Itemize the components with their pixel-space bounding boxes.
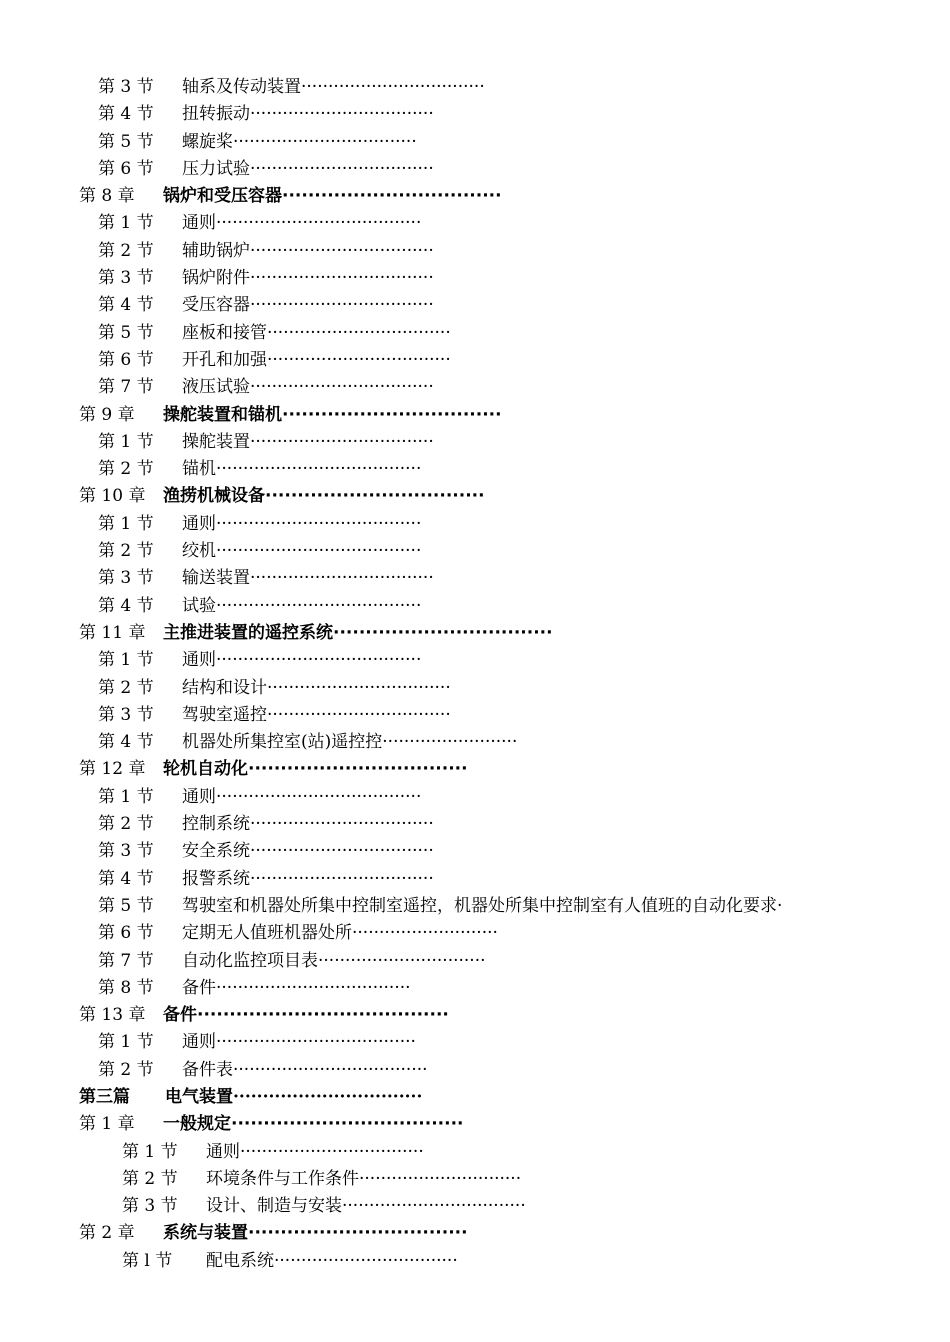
toc-entry-title: 通则 [206, 1141, 240, 1162]
toc-leader-dots: ·································· [250, 814, 434, 835]
toc-entry-number: 第 2 章 [79, 1223, 135, 1244]
toc-entry-number: 第 2 节 [98, 1059, 154, 1080]
toc-entry-number: 第 4 节 [98, 595, 154, 616]
toc-entry-title: 辅助锅炉 [182, 240, 250, 261]
toc-leader-dots: ···································· [216, 977, 411, 998]
toc-leader-dots: ·································· [250, 377, 434, 398]
toc-entry-number: 第 3 节 [98, 77, 154, 97]
toc-entry-number: 第 1 节 [98, 786, 154, 807]
toc-section-entry[interactable] [0, 565, 950, 592]
toc-entry-title: 受压容器 [182, 295, 250, 316]
toc-entry-number: 第 1 节 [122, 1141, 178, 1162]
toc-section-entry[interactable] [0, 975, 950, 1002]
toc-entry-title: 液压试验 [182, 377, 250, 398]
toc-chapter-entry[interactable] [0, 620, 950, 647]
toc-entry-number: 第 l 节 [122, 1250, 173, 1271]
toc-leader-dots: ·································· [267, 322, 451, 343]
toc-entry-number: 第 2 节 [98, 677, 154, 698]
toc-entry-title: 电气装置 [165, 1086, 233, 1107]
toc-section-entry[interactable] [0, 948, 950, 975]
toc-leader-dots: ······································ [216, 513, 422, 534]
toc-chapter-entry[interactable] [0, 756, 950, 783]
toc-section-entry[interactable] [0, 1057, 950, 1084]
toc-entry-title: 定期无人值班机器处所 [182, 923, 352, 944]
toc-entry-number: 第 4 节 [98, 732, 154, 753]
toc-entry-number: 第 1 节 [98, 513, 154, 534]
toc-leader-dots: ·································· [250, 104, 434, 125]
toc-entry-title: 座板和接管 [182, 322, 267, 343]
toc-section-entry[interactable] [0, 675, 950, 702]
toc-entry-number: 第 4 节 [98, 104, 154, 125]
toc-section-entry[interactable] [0, 647, 950, 674]
toc-entry-number: 第 1 节 [98, 213, 154, 234]
toc-entry-title: 自动化监控项目表 [182, 950, 318, 971]
toc-section-entry[interactable] [0, 811, 950, 838]
toc-leader-dots: ·································· [267, 704, 451, 725]
toc-leader-dots: ·································· [250, 568, 434, 589]
toc-entry-number: 第 2 节 [98, 814, 154, 835]
toc-entry-number: 第 4 节 [98, 295, 154, 316]
toc-entry-number: 第 3 节 [98, 704, 154, 725]
toc-leader-dots: ·································· [282, 404, 502, 425]
toc-leader-dots: ·································· [301, 77, 485, 97]
toc-entry-number: 第 5 节 [98, 895, 154, 916]
toc-entry-title: 操舵装置 [182, 431, 250, 452]
toc-chapter-entry[interactable] [0, 1002, 950, 1029]
toc-entry-number: 第 7 节 [98, 377, 154, 398]
toc-entry-number: 第 1 节 [98, 431, 154, 452]
toc-entry-number: 第 1 节 [98, 1032, 154, 1053]
toc-entry-title: 通则 [182, 513, 216, 534]
toc-leader-dots: ···································· [233, 1059, 428, 1080]
toc-entry-number: 第 3 节 [122, 1196, 178, 1217]
toc-leader-dots: ·································· [240, 1141, 424, 1162]
toc-entry-title: 一般规定 [163, 1114, 231, 1135]
toc-entry-number: 第 4 节 [98, 868, 154, 889]
toc-entry-title: 结构和设计 [182, 677, 267, 698]
toc-section-entry[interactable] [0, 156, 950, 183]
toc-entry-title: 开孔和加强 [182, 349, 267, 370]
toc-entry-title: 渔捞机械设备 [163, 486, 265, 507]
toc-entry-title: 控制系统 [182, 814, 250, 835]
toc-leader-dots: ······································ [216, 541, 422, 562]
toc-leader-dots: ·································· [233, 131, 417, 152]
toc-section-entry[interactable] [0, 238, 950, 265]
toc-entry-number: 第 3 节 [98, 568, 154, 589]
toc-section-entry[interactable] [0, 129, 950, 156]
toc-chapter-entry[interactable] [0, 183, 950, 210]
toc-leader-dots: ······································ [216, 213, 422, 234]
toc-entry-number: 第 6 节 [98, 158, 154, 179]
toc-section-entry[interactable] [0, 920, 950, 947]
toc-entry-title: 扭转振动 [182, 104, 250, 125]
toc-chapter-entry[interactable] [0, 1111, 950, 1138]
toc-leader-dots: ·································· [250, 868, 434, 889]
toc-entry-number: 第 6 节 [98, 923, 154, 944]
toc-entry-number: 第 1 节 [98, 650, 154, 671]
toc-section-entry[interactable] [0, 265, 950, 292]
toc-section-entry[interactable] [0, 347, 950, 374]
table-of-contents [0, 74, 950, 1275]
toc-section-entry[interactable] [0, 1139, 950, 1166]
toc-entry-title: 操舵装置和锚机 [163, 404, 282, 425]
toc-entry-title: 系统与装置 [163, 1223, 248, 1244]
toc-section-entry[interactable] [0, 702, 950, 729]
toc-leader-dots: ···································· [231, 1114, 464, 1135]
toc-entry-number: 第 2 节 [98, 459, 154, 480]
toc-leader-dots: ·································· [250, 431, 434, 452]
toc-leader-dots: ······································ [216, 595, 422, 616]
toc-leader-dots: ·································· [250, 268, 434, 289]
toc-entry-number: 第 1 章 [79, 1114, 135, 1135]
toc-leader-dots: ·································· [250, 295, 434, 316]
toc-section-entry[interactable] [0, 210, 950, 237]
toc-entry-title: 锚机 [182, 459, 216, 480]
toc-section-entry[interactable] [0, 1029, 950, 1056]
toc-entry-title: 锅炉和受压容器 [163, 186, 282, 207]
toc-leader-dots: ·································· [248, 759, 468, 780]
toc-leader-dots: ··························· [352, 923, 498, 944]
toc-entry-title: 设计、制造与安装 [206, 1196, 342, 1217]
toc-leader-dots: ····································· [216, 1032, 416, 1053]
toc-leader-dots: ································ [233, 1086, 423, 1107]
toc-section-entry[interactable] [0, 838, 950, 865]
toc-entry-title: 轴系及传动装置 [182, 77, 301, 97]
toc-entry-title: 轮机自动化 [163, 759, 248, 780]
toc-entry-title: 环境条件与工作条件 [206, 1168, 359, 1189]
toc-entry-number: 第 13 章 [79, 1005, 146, 1026]
toc-leader-dots: · [777, 895, 783, 916]
toc-entry-title: 报警系统 [182, 868, 250, 889]
toc-entry-title: 压力试验 [182, 158, 250, 179]
toc-entry-title: 备件 [182, 977, 216, 998]
toc-leader-dots: ·································· [250, 240, 434, 261]
toc-entry-number: 第 3 节 [98, 841, 154, 862]
toc-section-entry[interactable] [0, 538, 950, 565]
toc-entry-title: 主推进装置的遥控系统 [163, 622, 333, 643]
toc-entry-title: 通则 [182, 786, 216, 807]
toc-leader-dots: ·································· [265, 486, 485, 507]
toc-entry-title: 配电系统 [206, 1250, 274, 1271]
toc-section-entry[interactable] [0, 1193, 950, 1220]
toc-entry-title: 备件 [163, 1005, 197, 1026]
toc-entry-title: 通则 [182, 213, 216, 234]
toc-leader-dots: ·································· [282, 186, 502, 207]
toc-section-entry[interactable] [0, 320, 950, 347]
toc-section-entry[interactable] [0, 374, 950, 401]
toc-chapter-entry[interactable] [0, 402, 950, 429]
toc-leader-dots: ······························ [359, 1168, 522, 1189]
toc-entry-number: 第 10 章 [79, 486, 146, 507]
toc-entry-number: 第 12 章 [79, 759, 146, 780]
toc-entry-number: 第 8 节 [98, 977, 154, 998]
toc-entry-number: 第 2 节 [98, 541, 154, 562]
toc-entry-title: 备件表 [182, 1059, 233, 1080]
toc-leader-dots: ·································· [342, 1196, 526, 1217]
toc-entry-title: 螺旋桨 [182, 131, 233, 152]
toc-leader-dots: ······································· [197, 1005, 449, 1026]
toc-section-entry[interactable] [0, 429, 950, 456]
toc-entry-number: 第 5 节 [98, 131, 154, 152]
toc-section-entry[interactable] [0, 511, 950, 538]
toc-entry-number: 第 3 节 [98, 268, 154, 289]
toc-leader-dots: ·································· [267, 349, 451, 370]
toc-entry-number: 第 2 节 [122, 1168, 178, 1189]
toc-entry-title: 试验 [182, 595, 216, 616]
toc-entry-number: 第 2 节 [98, 240, 154, 261]
toc-entry-title: 绞机 [182, 541, 216, 562]
toc-entry-number: 第 8 章 [79, 186, 135, 207]
toc-leader-dots: ·································· [250, 841, 434, 862]
toc-part-entry[interactable] [0, 1084, 950, 1111]
toc-leader-dots: ······························· [318, 950, 486, 971]
toc-section-entry[interactable] [0, 729, 950, 756]
toc-leader-dots: ······································ [216, 786, 422, 807]
toc-section-entry[interactable] [0, 784, 950, 811]
toc-section-entry[interactable] [0, 893, 950, 920]
toc-entry-title: 安全系统 [182, 841, 250, 862]
toc-chapter-entry[interactable] [0, 1220, 950, 1247]
toc-entry-number: 第 9 章 [79, 404, 135, 425]
toc-section-entry[interactable] [0, 74, 950, 101]
toc-section-entry[interactable] [0, 593, 950, 620]
toc-section-entry[interactable] [0, 1248, 950, 1275]
toc-leader-dots: ·································· [267, 677, 451, 698]
toc-entry-title: 驾驶室遥控 [182, 704, 267, 725]
toc-section-entry[interactable] [0, 456, 950, 483]
toc-entry-title: 通则 [182, 1032, 216, 1053]
toc-leader-dots: ·································· [333, 622, 553, 643]
toc-leader-dots: ························· [382, 732, 518, 753]
toc-section-entry[interactable] [0, 292, 950, 319]
toc-section-entry[interactable] [0, 1166, 950, 1193]
toc-entry-title: 锅炉附件 [182, 268, 250, 289]
toc-entry-number: 第 6 节 [98, 349, 154, 370]
toc-section-entry[interactable] [0, 101, 950, 128]
toc-entry-title: 输送装置 [182, 568, 250, 589]
toc-entry-title: 驾驶室和机器处所集中控制室遥控，机器处所集中控制室有人值班的自动化要求 [182, 895, 777, 916]
toc-entry-title: 通则 [182, 650, 216, 671]
toc-leader-dots: ·································· [248, 1223, 468, 1244]
toc-leader-dots: ······································ [216, 650, 422, 671]
toc-leader-dots: ·································· [250, 158, 434, 179]
toc-leader-dots: ·································· [274, 1250, 458, 1271]
toc-entry-number: 第三篇 [79, 1086, 130, 1107]
toc-entry-number: 第 5 节 [98, 322, 154, 343]
toc-entry-title: 机器处所集控室(站)遥控控 [182, 732, 383, 753]
toc-section-entry[interactable] [0, 866, 950, 893]
toc-entry-number: 第 11 章 [79, 622, 146, 643]
toc-leader-dots: ······································ [216, 459, 422, 480]
toc-entry-number: 第 7 节 [98, 950, 154, 971]
toc-chapter-entry[interactable] [0, 483, 950, 510]
